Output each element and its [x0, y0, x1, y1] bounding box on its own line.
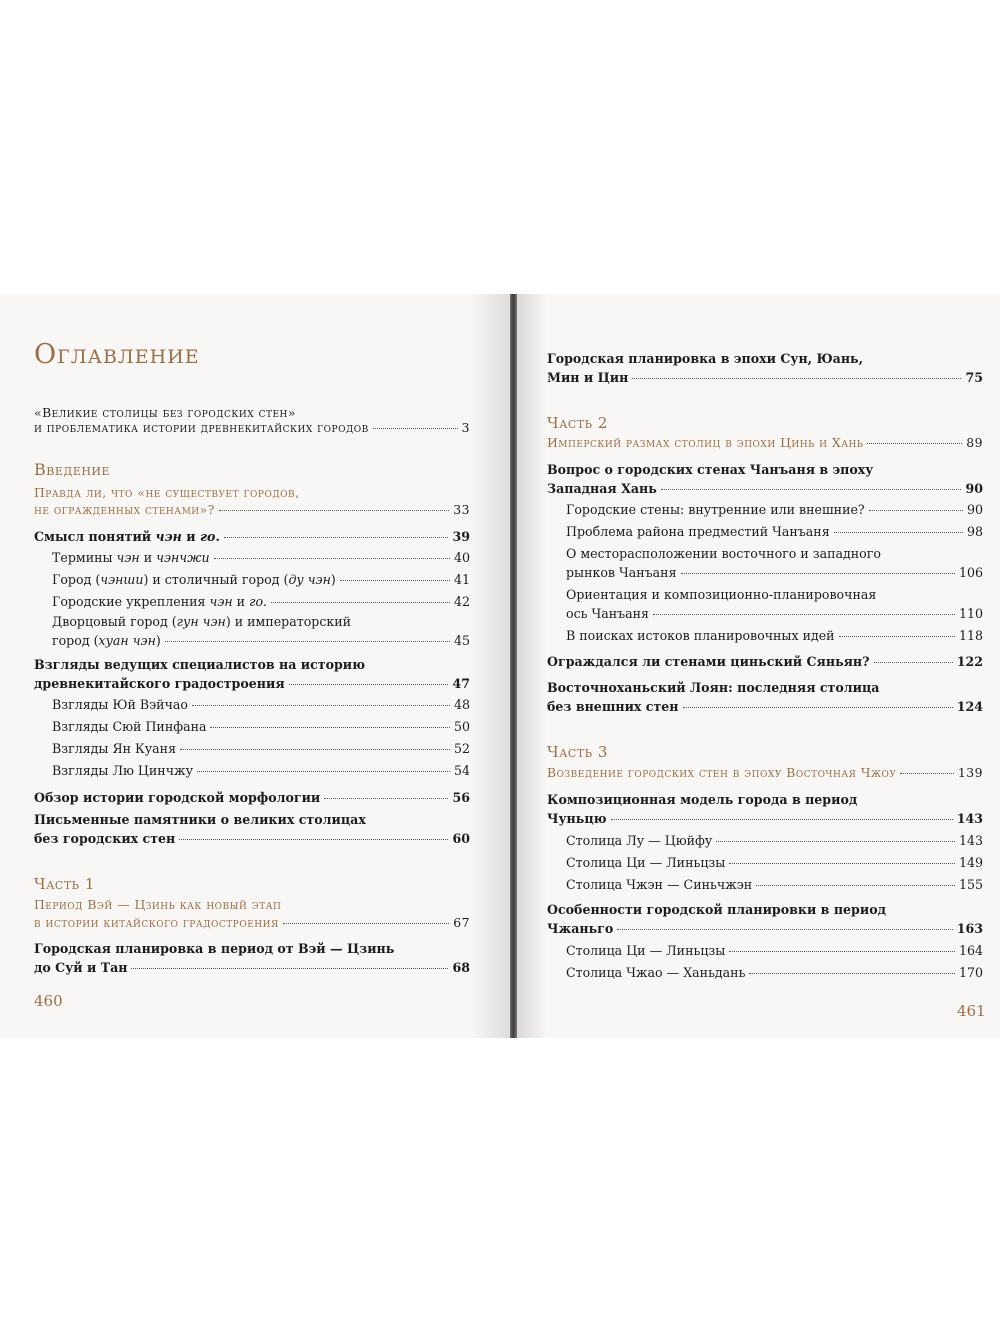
toc-entry-luoyang-line1: Восточноханьский Лоян: последняя столица [547, 680, 880, 695]
toc-entry-city: Город (чэнши) и столичный город (ду чэн) 41 [52, 572, 470, 587]
toc-entry-changan-line1: Вопрос о городских стенах Чанъаня в эпоху [547, 462, 874, 477]
part1-line1: Период Вэй — Цзинь как новый этап [34, 897, 282, 912]
toc-entry-views-line1: Взгляды ведущих специалистов на историю [34, 657, 366, 672]
toc-entry-zhanguo-line1: Особенности городской планировки в период [547, 902, 886, 917]
toc-entry-written: без городских стен 60 [34, 831, 470, 846]
toc-entry-views: древнекитайского градостроения 47 [34, 676, 470, 691]
toc-entry-zheng: Столица Чжэн — Синьчжэн 155 [566, 877, 983, 892]
part2-heading: Часть 2 [547, 414, 608, 432]
intro-line1: Правда ли, что «не существует городов, [34, 485, 300, 500]
toc-entry-terms: Термины чэн и чэнчжи 40 [52, 550, 470, 565]
part1-heading: Часть 1 [34, 875, 95, 893]
toc-entry-view2: Взгляды Сюй Пинфана 50 [52, 719, 470, 734]
toc-entry-part1: в истории китайского градостроения 67 [34, 915, 470, 930]
toc-entry-model-line1: Композиционная модель города в период [547, 792, 858, 807]
toc-entry-meaning: Смысл понятий чэн и го. 39 [34, 529, 470, 544]
toc-entry-fortifications: Городские укрепления чэн и го. 42 [52, 594, 470, 609]
toc-entry-preface: и проблематика истории древнекитайских городов 3 [34, 420, 470, 435]
toc-entry-morphology: Обзор истории городской морфологии 56 [34, 790, 470, 805]
toc-entry-written-line1: Письменные памятники о великих столицах [34, 812, 366, 827]
left-page-number: 460 [34, 992, 63, 1010]
toc-entry-xianyang: Ограждался ли стенами циньский Сяньян? 122 [547, 654, 983, 669]
intro-heading: Введение [34, 460, 111, 479]
toc-entry-lu: Столица Лу — Цюйфу 143 [566, 833, 983, 848]
toc-entry-plan1: до Суй и Тан 68 [34, 960, 470, 975]
toc-entry-markets: рынков Чанъаня 106 [566, 565, 983, 580]
book-spine [510, 294, 517, 1038]
toc-entry-zhao: Столица Чжао — Ханьдань 170 [566, 965, 983, 980]
toc-entry-walls: Городские стены: внутренние или внешние? 90 [566, 502, 983, 517]
toc-entry-model: Чуньцю 143 [547, 811, 983, 826]
toc-entry-part3: Возведение городских стен в эпоху Восточная Чжоу 139 [547, 765, 983, 780]
toc-entry-part2: Имперский размах столиц в эпохи Цинь и Хань 89 [547, 435, 983, 450]
toc-title: Оглавление [34, 339, 200, 370]
toc-entry-axis-line1: Ориентация и композиционно-планировочная [566, 587, 877, 602]
toc-entry-palace-line1: Дворцовый город (гун чэн) и императорский [52, 614, 352, 629]
toc-entry-axis: ось Чанъаня 110 [566, 606, 983, 621]
toc-entry-qi: Столица Ци — Линьцзы 149 [566, 855, 983, 870]
right-page-number: 461 [957, 1002, 986, 1020]
toc-entry-zhanguo: Чжаньго 163 [547, 921, 983, 936]
part3-heading: Часть 3 [547, 743, 608, 761]
toc-entry-markets-line1: О месторасположении восточного и западного [566, 546, 881, 561]
toc-entry-qi2: Столица Ци — Линьцзы 164 [566, 943, 983, 958]
preface-line1: «Великие столицы без городских стен» [34, 405, 296, 420]
toc-entry-plan1-line1: Городская планировка в период от Вэй — Цзинь [34, 941, 395, 956]
toc-entry-song: Мин и Цин 75 [547, 370, 983, 385]
toc-entry-changan: Западная Хань 90 [547, 481, 983, 496]
toc-entry-suburbs: Проблема района предместий Чанъаня 98 [566, 524, 983, 539]
toc-entry-origins: В поисках истоков планировочных идей 118 [566, 628, 983, 643]
toc-entry-view3: Взгляды Ян Куаня 52 [52, 741, 470, 756]
toc-entry-intro: не огражденных стенами»? 33 [34, 502, 470, 517]
toc-entry-palace: город (хуан чэн) 45 [52, 633, 470, 648]
toc-entry-view4: Взгляды Лю Цинчжу 54 [52, 763, 470, 778]
toc-entry-song-line1: Городская планировка в эпохи Сун, Юань, [547, 351, 863, 366]
toc-entry-luoyang: без внешних стен 124 [547, 699, 983, 714]
toc-entry-view1: Взгляды Юй Вэйчао 48 [52, 697, 470, 712]
